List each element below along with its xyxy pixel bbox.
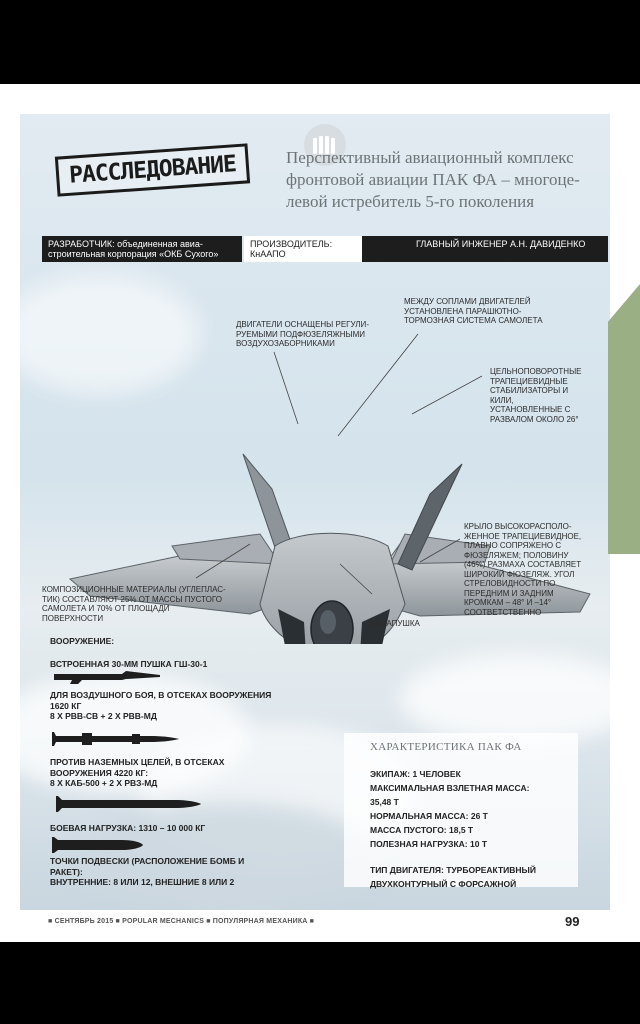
characteristics-engine: ТИП ДВИГАТЕЛЯ: ТУРБОРЕАКТИВНЫЙ ДВУХКОНТУРНЫЙ С ФОРСАЖНОЙ xyxy=(370,865,536,889)
bomb-silhouette xyxy=(56,796,202,812)
missile-silhouette xyxy=(52,731,180,747)
callout-avionics: АВИАПУШКА xyxy=(370,619,420,628)
callout-engines: ДВИГАТЕЛИ ОСНАЩЕНЫ РЕГУЛИРУЕМЫМИ ПОДФЮЗЕЛЯЖНЫМИ ВОЗДУХОЗАБОРНИКАМИ xyxy=(236,320,369,348)
armament-combat-load: БОЕВАЯ НАГРУЗКА: 1310 – 10 000 КГ xyxy=(50,823,206,833)
callout-parachute: МЕЖДУ СОПЛАМИ ДВИГАТЕЛЕЙ УСТАНОВЛЕНА ПАРАШЮТНО-ТОРМОЗНАЯ СИСТЕМА САМОЛЕТА xyxy=(404,297,543,325)
characteristics-payload: ПОЛЕЗНАЯ НАГРУЗКА: 10 Т xyxy=(370,839,488,849)
article-subtitle: Перспективный авиационный комплекс фронтовой авиации ПАК ФА – многоцелевой истребитель 5-го поколения xyxy=(286,148,580,211)
callout-stabilizers: ЦЕЛЬНОПОВОРОТНЫЕ ТРАПЕЦИЕВИДНЫЕ СТАБИЛИЗАТОРЫ И КИЛИ, УСТАНОВЛЕННЫЕ С РАЗВАЛОМ ОКОЛО 26° xyxy=(490,367,582,424)
side-tab xyxy=(608,284,640,554)
manufacturer-bar: ПРОИЗВОДИТЕЛЬ: КнААПО xyxy=(244,236,362,262)
characteristics-normal-mass: НОРМАЛЬНАЯ МАССА: 26 Т xyxy=(370,811,488,821)
callout-wing: КРЫЛО ВЫСОКОРАСПОЛОЖЕННОЕ ТРАПЕЦИЕВИДНОЕ, ПЛАВНО СОПРЯЖЕНО С ФЮЗЕЛЯЖЕМ; ПОЛОВИНУ (46%) РАЗМАХА СОСТАВЛЯЕТ ШИРОКИЙ ФЮЗЕЛЯЖ. УГОЛ СТРЕЛОВИДНОСТИ ПО ПЕРЕДНИМ И ЗАДНИМ КРОМКАМ – 48° И –14° СООТВЕТСТВЕННО xyxy=(464,522,582,617)
guided-bomb-silhouette xyxy=(52,837,144,853)
developer-bar: РАЗРАБОТЧИК: объединенная авиастроительная корпорация «ОКБ Сухого» xyxy=(42,236,242,262)
armament-gun: ВСТРОЕННАЯ 30-ММ ПУШКА ГШ-30-1 xyxy=(50,659,208,669)
chief-engineer-bar: ГЛАВНЫЙ ИНЖЕНЕР А.Н. ДАВИДЕНКО xyxy=(362,236,608,262)
page-number: 99 xyxy=(565,914,580,929)
section-stamp: РАССЛЕДОВАНИЕ xyxy=(55,143,250,196)
armament-title: ВООРУЖЕНИЕ: xyxy=(50,636,115,646)
armament-ground: ПРОТИВ НАЗЕМНЫХ ЦЕЛЕЙ, В ОТСЕКАХ ВООРУЖЕНИЯ 4220 КГ: 8 Х КАБ-500 + 2 Х РВЗ-МД xyxy=(50,757,225,788)
page-footer: ■ СЕНТЯБРЬ 2015 ■ POPULAR MECHANICS ■ ПОПУЛЯРНАЯ МЕХАНИКА ■ xyxy=(48,918,315,925)
characteristics-box xyxy=(344,733,578,887)
characteristics-max-takeoff: МАКСИМАЛЬНАЯ ВЗЛЕТНАЯ МАССА: 35,48 Т xyxy=(370,783,530,807)
callout-composite: КОМПОЗИЦИОННЫЕ МАТЕРИАЛЫ (УГЛЕПЛАСТИК) СОСТАВЛЯЮТ 25% ОТ МАССЫ ПУСТОГО САМОЛЕТА И 70% ОТ ПЛОЩАДИ ПОВЕРХНОСТИ xyxy=(42,585,226,623)
armament-hardpoints: ТОЧКИ ПОДВЕСКИ (РАСПОЛОЖЕНИЕ БОМБ И РАКЕТ): ВНУТРЕННИЕ: 8 ИЛИ 12, ВНЕШНИЕ 8 ИЛИ 2 xyxy=(50,856,245,887)
characteristics-empty-mass: МАССА ПУСТОГО: 18,5 Т xyxy=(370,825,474,835)
characteristics-crew: ЭКИПАЖ: 1 ЧЕЛОВЕК xyxy=(370,769,461,779)
gun-silhouette xyxy=(52,668,162,684)
characteristics-title: ХАРАКТЕРИСТИКА ПАК ФА xyxy=(370,741,522,753)
armament-air-combat: ДЛЯ ВОЗДУШНОГО БОЯ, В ОТСЕКАХ ВООРУЖЕНИЯ 1620 КГ 8 Х РВВ-СВ + 2 Х РВВ-МД xyxy=(50,690,272,721)
